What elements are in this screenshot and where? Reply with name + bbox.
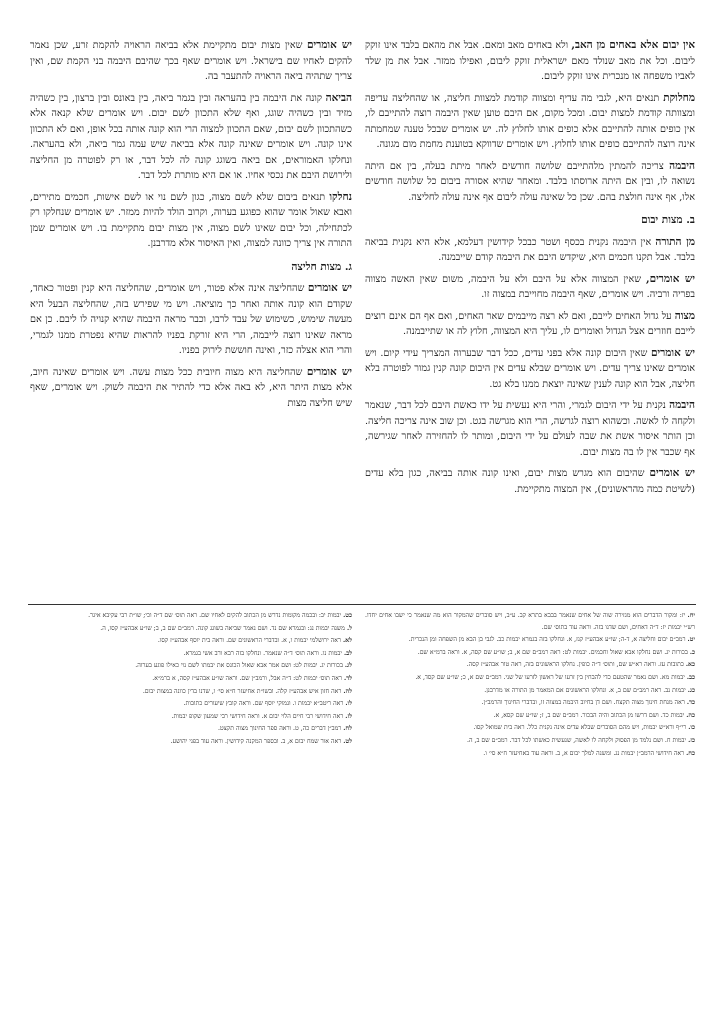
footnote-number: כט. — [343, 612, 352, 619]
footnote-number: כו. — [688, 724, 695, 732]
paragraph-lead-word: מצוה — [674, 309, 695, 322]
footnote — [365, 685, 695, 697]
footnote-text: ראה חידושי רבי חיים הלוי יבום א. וראה חידושי רבי שמעון שקופ יבמות. — [171, 712, 346, 720]
footnote-number: כג. — [687, 686, 695, 694]
footnote-number: לה. — [343, 687, 352, 695]
paragraph-text: קונה את היבמה בין בהעראה ובין בגמר ביאה, בין באונס ובין ברצון, בין כשהיה מזיד ובין כשהיה שוגג, ואף שלא התכוון לשם יבום. ויש אומרים שלא קנאה אלא כשהתכוון לשם יבום, שאם התכוון למצוה הרי הוא קונה אותה בכל אופן, ואם לא התכוון אינו קונה. ויש אומרים שאינה קונה אלא בביאה שיש עמה גמר ביאה, ולא בהעראה. ונחלקו האמוראים, אם ביאה בשוגג קונה לה לכל דבר, או רק לפוטרה מן החליצה ולירושת היבם את נכסי אחיו. או אם היא מותרת לכל דבר. — [30, 92, 352, 181]
footnote-number: כא. — [685, 661, 695, 669]
footnote-text: ראה ירושלמי יבמות ו, א. ובדברי הראשונים שם. וראה בית יוסף אבהע״ז קסו. — [157, 637, 343, 645]
footnote-text: כתובות עז. וראה רא״ש שם, ותוס׳ ד״ה כופין. נחלקו הראשונים בזה, ראה טור אבהע״ז קסה. — [466, 661, 686, 669]
main-text-left-column — [30, 38, 352, 417]
footnote — [30, 736, 352, 748]
footnote-number: כה. — [686, 711, 695, 719]
footnote — [30, 673, 352, 685]
paragraph-text: שאין המצווה אלא על היבם ולא על היבמה, משום שאין האשה מצווה בפריה ורביה. ויש אומרים, שאף היבמה מחוייבת במצוה זו. — [365, 273, 695, 300]
footnote-text: רמב״ן דברים כה, ט. וראה ספר החינוך מצוה תקצט. — [217, 725, 344, 733]
footnote-text: ראה אור שמח יבום א, ב. ובספר המקנה קידושין. וראה עוד בפני יהושע. — [170, 737, 344, 745]
paragraph-lead-word: אין יבום אלא באחים מן האב, — [571, 39, 695, 51]
footnote-number: כ. — [689, 648, 695, 656]
footnote-text: יבמות ח. ושם נלמד מן הפסוק ולקחה לו לאשה, שנעשית כאשתו לכל דבר. רמב״ם שם ב, ה. — [467, 736, 689, 744]
section-heading-chalitza: ג. מצות חליצה — [291, 260, 352, 273]
footnote — [365, 659, 695, 671]
paragraph-lead-word: הביאה — [325, 91, 352, 104]
footnote — [365, 735, 695, 747]
paragraph — [30, 365, 352, 412]
paragraph-lead-word: יש אומרים — [306, 365, 352, 378]
footnote-number: לז. — [345, 712, 352, 720]
paragraph-lead-word: יש אומרים — [306, 39, 352, 51]
footnote — [30, 648, 352, 660]
footnote-number: ל. — [346, 624, 352, 632]
footnote-number: כב. — [686, 673, 695, 681]
paragraph-lead-word: יש אומרים — [649, 467, 695, 479]
paragraph — [365, 346, 695, 393]
paragraph-text: שהחליצה אינה אלא פטור, ויש אומרים, שהחליצה היא קנין ופטור כאחד, שקודם הוא קונה אותה ואחר כך מוציאה. ויש מי שפירש בזה, שהחליצה הבעל היא מעשה שימוש, כשימוש של עבד לרבו, וכבר מראה היבמה שהיא קנויה לו ליבם. כן אם מראה שאינו רוצה לייבמה, הרי היא זורקת בפניו להראות שהיא נפטרת ממנו לגמרי, והרי הוא אצלה כזר, ואינה חוששת לירוק בפניו. — [30, 283, 352, 356]
footnote-text: יבמות נב. ראה רמב״ם שם ב, א. ונחלקו הראשונים אם המאמר מן התורה או מדרבנן. — [484, 686, 688, 694]
paragraph-text: על גדול האחים לייבם, ואם לא רצה מייבמים שאר האחים, ואם אף הם אינם רוצים לייבם חוזרים אצל הגדול ואומרים לו, עליך היא המצווה, חלוץ לה או שתייבמנה. — [365, 310, 695, 337]
paragraph — [365, 466, 695, 497]
footnote-text: יבמות כד. ושם דרשו מן הכתוב והיה הבכור. רמב״ם שם ב, ז; שו״ע שם קסא, א. — [493, 711, 687, 719]
paragraph-text: שהחליצה היא מצוה חיובית ככל מצות עשה. ויש אומרים שאינה חיוב, אלא מצות היתר היא, לא באה אלא כדי להתיר את היבמה לשוק. ויש אומרים, שאף שיש חליצה מצות — [30, 366, 352, 409]
footnote-text: רמב״ם יבום וחליצה א, ד-ה; שו״ע אבהע״ז קנז, א. ונחלקו בזה בגמרא יבמות כב. לגבי בן הבא מן השפחה ומן הנכרית. — [408, 636, 688, 644]
paragraph — [365, 38, 695, 85]
footnote-number: כח. — [686, 749, 695, 757]
footnote — [30, 660, 352, 672]
footnote — [365, 710, 695, 722]
footnote — [30, 610, 352, 622]
footnote-number: יט. — [687, 636, 695, 644]
paragraph-lead-word: מחלוקת — [663, 91, 695, 104]
paragraph — [365, 159, 695, 206]
footnote — [30, 686, 352, 698]
footnote-text: יבמות יב: ובכמה מקומות נדרש מן הכתוב להקים לאחיו שם. ראה תוס׳ שם ד״ה וכי; שו״ת רבי עקיבא איגר. — [88, 612, 344, 619]
footnote — [30, 635, 352, 647]
footnote — [30, 711, 352, 723]
footnote-text: יבמות נו. וראה תוס׳ ד״ה שנאמר. ונחלקו בזה רבא ורב אשי בגמרא. — [183, 649, 344, 657]
footnote — [365, 610, 695, 633]
footnote-text: ראה חזון איש אבהע״ז קלה. ובשו״ת אחיעזר ח״א סי׳ ו, שדנו בדין כוונה במצות יבום. — [142, 687, 344, 695]
footnote-text: ראה מנחת חינוך מצוה תקצח. ושם דן בחיוב היבמה במצוה זו, ובדברי החינוך והרמב״ן. — [481, 699, 687, 707]
paragraph-lead-word: יש אומרים — [650, 346, 695, 359]
footnote-number: לא. — [342, 637, 352, 645]
footnote — [30, 723, 352, 735]
paragraph-text: צריכה להמתין מלהתייבם שלושה חודשים לאחר מיתת בעלה, בין אם היתה נשואה לו, ובין אם היתה ארוסתו בלבד. ומאחר שהיא אסורה ביבום כל שלושה חודשים אלו, אף אינה חולצת בהם. שכן כל שאינה עולה ליבום אף אינה עולה לחליצה. — [365, 160, 695, 203]
footnote-text: רי״ף ורא״ש יבמות, ויש מהם הסוברים שבלא עדים אינה נקנית כלל. ראה בית שמואל קסו. — [473, 724, 689, 732]
footnote — [365, 634, 695, 646]
footnote — [365, 722, 695, 734]
paragraph-text: נקנית על ידי היבום לגמרי, והרי היא נעשית על ידו כאשת היבם לכל דבר, שנאמר ולקחה לו לאשה. וכשהוא רוצה לגרשה, הרי הוא מגרשה בגט. וכן שוב אינה צריכה חליצה. וכן הותר איסור אשת את שבה לעולם על ידי היבום, ומותר לו להחזירה לאחר שגירשה, אף שכבר אין לו בה מצות יבום. — [365, 400, 695, 458]
footnote-number: לג. — [344, 662, 352, 670]
footnote-number: כד. — [686, 699, 695, 707]
footnote — [30, 623, 352, 635]
footnote-number: לד. — [343, 674, 352, 682]
footnote-number: כז. — [688, 736, 695, 744]
footnote-number: לט. — [343, 737, 352, 745]
paragraph-lead-word: מן התורה — [655, 235, 696, 248]
paragraph-text: ולא באחים מאב ומאם. אבל את מהאם בלבד אינו זוקק ליבום. וכל את מאב שנולד מאם ישראלית זוקק ליבום, ואפילו ממזר. אבל את מן שלד לאביו משפחה או מנכרית אינו זוקק ליבום. — [365, 40, 695, 82]
footnote-text: יז: ומקור הדברים הוא מגזירה שוה של אחים שנאמר בבבא בתרא קב. ע״ב, ויש סוברים שהמקור הוא מה שנאמר כי ישבו אחים יחדו. רש״י יבמות יז: ד״ה דאחים, ושם שדנו בזה. וראה עוד בתוס׳ שם. — [365, 612, 695, 631]
paragraph-lead-word: יש אומרים — [307, 282, 352, 294]
paragraph — [30, 91, 352, 184]
paragraph — [30, 190, 352, 252]
paragraph-lead-word: יש אומרים, — [645, 272, 695, 285]
footnote — [365, 672, 695, 684]
paragraph — [365, 398, 695, 460]
paragraph-text: תנאים ביבום שלא לשם מצוה, כגון לשם נוי או לשם אישות, חכמים מתירים, ואבא שאול אומר שהוא כפוגע בערוה, וקרוב הולד להיות ממזר. יש אומרים שנחלקו רק לכתחילה, וכל יבום שאינו לשם מצוה, אין מצות יבום מתקיימת בו. ויש אומרים שמן התורה אין צריך כוונה למצוה, ואין האיסור אלא מדרבנן. — [30, 191, 352, 249]
paragraph-text: שאין היבום קונה אלא בפני עדים, ככל דבר שבערוה המצריך עידי קיום. ויש אומרים שאינו צריך עדים. ויש אומרים שבלא עדים אין היבום קונה קנין גמור לפוטרה בלא חליצה, אבל הוא קונה לענין שאינה יוצאת ממנו בלא גט. — [365, 347, 695, 390]
section-heading-yibum: ב. מצות יבום — [641, 214, 695, 226]
footnotes-left-column — [30, 610, 352, 749]
paragraph — [30, 38, 352, 85]
footnote-text: ראה חידושי הרמב״ן יבמות נג. ומשנה למלך יבום א, ב. וראה עוד באחיעזר ח״א סי׳ ו. — [483, 749, 687, 757]
footnote-number: לח. — [343, 725, 352, 733]
footnote-text: יבמות מא. ושם נאמר שהטעם כדי להבחין בין זרעו של ראשון לזרעו של שני. רמב״ם שם א, כ; שו״ע שם קסד, א. — [415, 673, 687, 681]
paragraph-text: שהיבום הוא מגרש מצות יבום, ואינו קונה אותה בביאה, כגון בלא עדים (לשיטת כמה מהראשונים), אין המצוה מתקיימת. — [365, 468, 695, 495]
footnote-text: משנה יבמות נג: ובגמרא שם נד. ושם נאמר שביאה בשוגג קונה. רמב״ם שם ב, ב; שו״ע אבהע״ז קסו, ה. — [100, 624, 347, 632]
main-text-right-column — [365, 38, 695, 503]
paragraph-text: אין היבמה נקנית בכסף ושטר כבכל קידושין דעלמא, אלא היא נקנית בביאה בלבד. אבל תקנו חכמים היא, שיקדש היבם את היבמה קודם שייבמנה. — [365, 236, 695, 263]
footnote-number: לב. — [343, 649, 352, 657]
footnote — [365, 647, 695, 659]
footnote-number: יח. — [687, 612, 695, 619]
paragraph-text: תנאים היא, לגבי מה עדיף ומצווה קודמת למצוות חליצה, או שהחליצה עדיפה ומצוותה קודמת למצות יבום. ומכל מקום, אם היבם טוען שאין היבמה רוצה להתייבם לו, אין כופים אותה להתייבם אלא כופים אותו לחלוץ לה. יש אומרים שבכל טענה שמחמתה אינה רוצה להתייבם כופים אותו לחלוץ. ויש אומרים שדווקא בטוענת מחמת מום מגונה. — [365, 92, 695, 150]
paragraph-lead-word: היבמה — [669, 159, 695, 172]
footnote — [30, 698, 352, 710]
footnote — [365, 697, 695, 709]
paragraph — [365, 272, 695, 303]
paragraph — [30, 281, 352, 359]
footnote — [365, 748, 695, 760]
paragraph-text: שאין מצות יבום מתקיימת אלא בביאה הראויה להקמת זרע, שכן נאמר להקים לאחיו שם בישראל. ויש אומרים שאף בכך שהיבם היבמה בני הקמת שם, ואין צריך שתהיה ביאה הראויה להתעבר בה. — [30, 40, 352, 82]
footnote-text: בכורות יג. יבמות לט: ושם אמר אבא שאול הכונס את יבמתו לשם נוי כאילו פוגע בערוה. — [135, 662, 345, 670]
footnote-number: לו. — [345, 700, 352, 708]
footnote-divider — [28, 604, 696, 605]
footnote-text: ראה תוס׳ יבמות לט: ד״ה אבל, ורמב״ן שם. וראה שו״ע אבהע״ז קסה, א ברמ״א. — [152, 674, 344, 682]
paragraph-lead-word: נחלקו — [329, 190, 352, 203]
paragraph-lead-word: היבמה — [669, 399, 695, 411]
footnote-text: ראה ריטב״א יבמות ו. ונמוקי יוסף שם. וראה קובץ שיעורים כתובות. — [183, 700, 346, 708]
footnote-text: בכורות יג. ושם נחלקו אבא שאול וחכמים. יבמות לט: ראה רמב״ם שם א, ב; שו״ע שם קסה, א. וראה ברמ״א שם. — [417, 648, 690, 656]
footnotes-right-column — [365, 610, 695, 760]
paragraph — [365, 235, 695, 266]
paragraph — [365, 309, 695, 340]
paragraph — [365, 91, 695, 153]
